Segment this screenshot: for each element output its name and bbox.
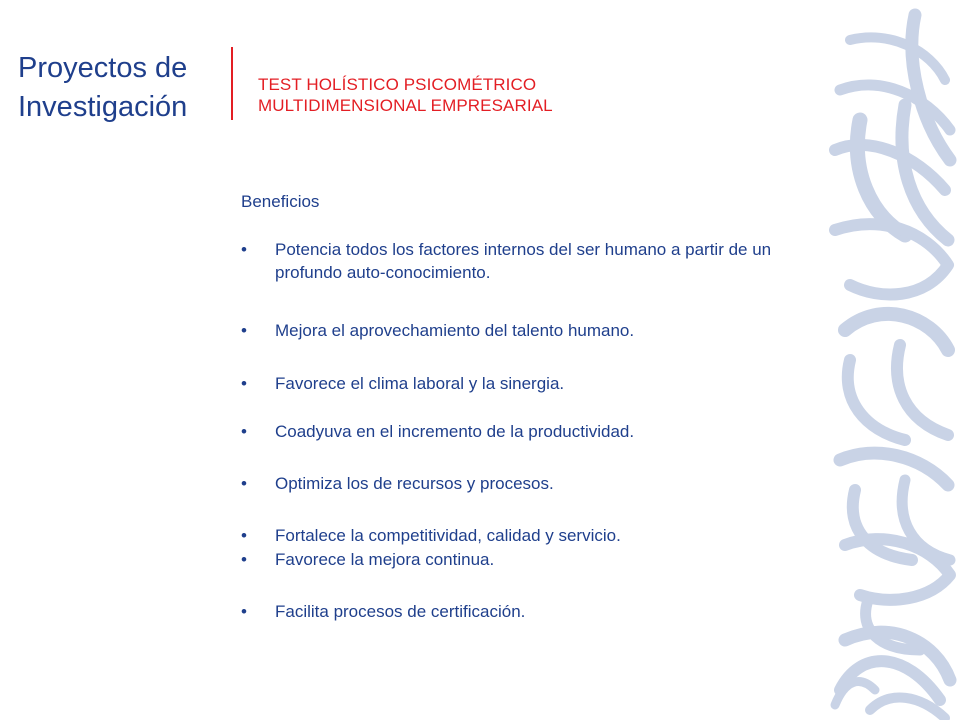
bullet-text: Coadyuva en el incremento de la productividad. [275,422,635,441]
slide-subtitle-line-1: TEST HOLÍSTICO PSICOMÉTRICO [258,75,537,94]
bullet-item [241,319,811,342]
bullet-item [241,524,811,547]
benefits-heading: Beneficios [241,192,320,211]
bullet-icon: • [241,474,247,493]
bullet-text: Optimiza los de recursos y procesos. [275,474,554,493]
bullet-item [241,420,811,443]
bullet-text: Facilita procesos de certificación. [275,602,526,621]
bullet-text: Favorece la mejora continua. [275,550,495,569]
slide-subtitle [258,74,553,116]
bullet-text: Mejora el aprovechamiento del talento humano. [275,321,635,340]
bullet-item [241,238,811,284]
bullet-icon: • [241,240,247,259]
bullet-text: Favorece el clima laboral y la sinergia. [275,374,565,393]
header-divider [231,47,233,120]
section-title-line-2: Investigación [18,91,188,123]
bullet-icon: • [241,374,247,393]
bullet-icon: • [241,422,247,441]
bullet-text: Fortalece la competitividad, calidad y servicio. [275,526,621,545]
section-title [18,49,218,127]
bullet-item [241,548,811,571]
bullet-item [241,472,811,495]
section-title-line-1: Proyectos de [18,52,188,84]
bullet-text: Potencia todos los factores internos del ser humano a partir de un profundo auto-conocimiento. [275,240,772,282]
bullet-icon: • [241,526,247,545]
bullet-item [241,600,811,623]
bullet-icon: • [241,321,247,340]
bullet-icon: • [241,602,247,621]
bullet-icon: • [241,550,247,569]
bullet-item [241,372,811,395]
slide-subtitle-line-2: MULTIDIMENSIONAL EMPRESARIAL [258,96,553,115]
